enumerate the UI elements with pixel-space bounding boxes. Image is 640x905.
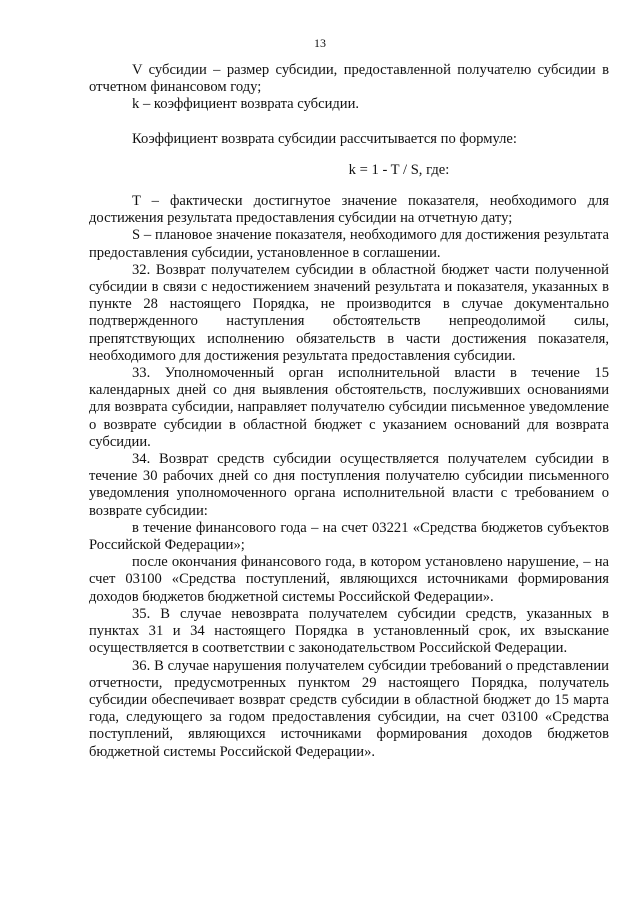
paragraph-34: 34. Возврат средств субсидии осуществляется получателем субсидии в течение 30 рабочих дней со дня поступления получателю субсидии письменного уведомления уполномоченного органа исполнительной власти с требованием о возврате субсидии:	[89, 451, 609, 519]
paragraph-36: 36. В случае нарушения получателем субсидии требований о представлении отчетности, предусмотренных пунктом 29 настоящего Порядка, получатель субсидии обеспечивает возврат средств субсидии в областной бюджет до 15 марта года, следующего за годом предоставления субсидии, на счет 03100 «Средства поступлений, являющихся источниками формирования доходов бюджетов бюджетной системы Российской Федерации».	[89, 657, 609, 760]
paragraph-35: 35. В случае невозврата получателем субсидии средств, указанных в пунктах 31 и 34 настоящего Порядка в установленный срок, их взыскание осуществляется в соответствии с законодательством Российской Федерации.	[89, 605, 609, 657]
paragraph-v-subsidy: V субсидии – размер субсидии, предоставленной получателю субсидии в отчетном финансовом году;	[89, 62, 609, 96]
paragraph-32: 32. Возврат получателем субсидии в областной бюджет части полученной субсидии в связи с недостижением значений результата и показателя, указанных в пункте 28 настоящего Порядка, не производится в случае документально подтвержденного наступления обстоятельств непреодолимой силы, препятствующих исполнению обязательств в части достижения показателя, необходимого для достижения результата предоставления субсидии.	[89, 261, 609, 364]
paragraph-k-coefficient: k – коэффициент возврата субсидии.	[132, 96, 360, 113]
paragraph-34-during-year: в течение финансового года – на счет 03221 «Средства бюджетов субъектов Российской Федерации»;	[89, 519, 609, 554]
formula: k = 1 - T / S, где:	[348, 161, 450, 178]
paragraph-33: 33. Уполномоченный орган исполнительной власти в течение 15 календарных дней со дня выявления обстоятельств, послуживших основаниями для возврата субсидии, направляет получателю субсидии письменное уведомление о возврате субсидии в областной бюджет с указанием оснований для возврата субсидии.	[89, 365, 609, 450]
paragraph-s-definition: S – плановое значение показателя, необходимого для достижения результата предоставления субсидии, установленное в соглашении.	[89, 227, 609, 261]
page-number: 13	[314, 36, 326, 50]
document-body	[89, 62, 609, 761]
paragraph-t-definition: T – фактически достигнутое значение показателя, необходимого для достижения результата предоставления субсидии на отчетную дату;	[89, 193, 609, 227]
paragraph-34-after-year: после окончания финансового года, в котором установлено нарушение, – на счет 03100 «Средства поступлений, являющихся источниками формирования доходов бюджетов бюджетной системы Российской Федерации».	[89, 554, 609, 605]
paragraph-formula-intro: Коэффициент возврата субсидии рассчитывается по формуле:	[132, 130, 517, 147]
